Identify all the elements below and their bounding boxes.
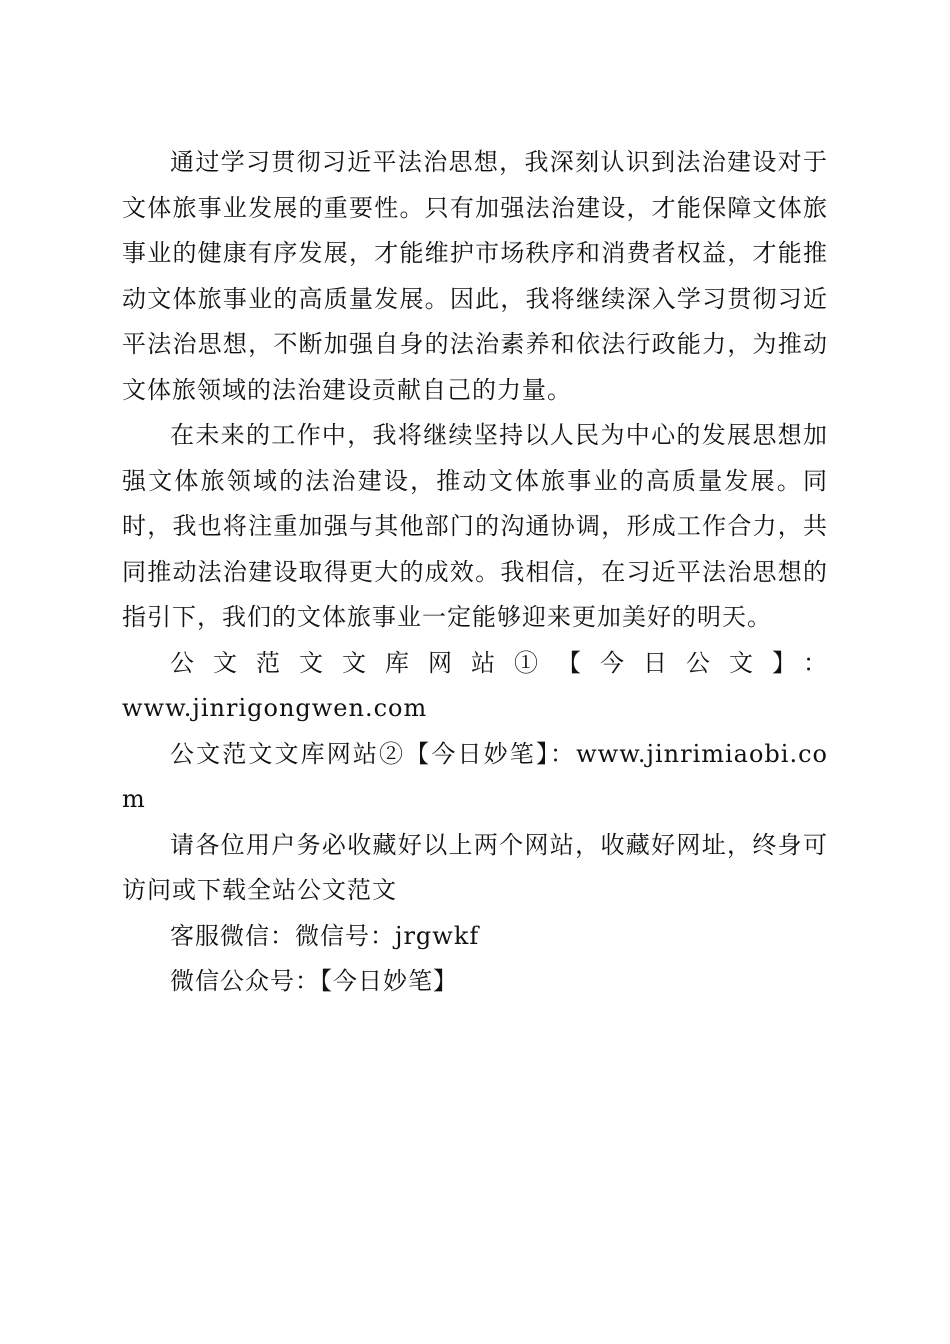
wechat-service: 客服微信：微信号：jrgwkf (170, 921, 480, 950)
wechat-public-account: 微信公众号：【今日妙笔】 (170, 967, 458, 995)
body-paragraph-1: 通过学习贯彻习近平法治思想，我深刻认识到法治建设对于文体旅事业发展的重要性。只有加强法治建设，才能保障文体旅事业的健康有序发展，才能维护市场秩序和消费者权益，才能推动文体旅事业的高质量发展。因此，我将继续深入学习贯彻习近平法治思想，不断加强自身的法治素养和依法行政能力，为推动文体旅领域的法治建设贡献自己的力量。 (122, 148, 828, 404)
bookmark-notice: 请各位用户务必收藏好以上两个网站，收藏好网址，终身可访问或下载全站公文范文 (122, 830, 828, 904)
site1-url: www.jinrigongwen.com (122, 694, 428, 722)
site2-line: 公文范文文库网站②【今日妙笔】：www.jinrimiaobi.com (122, 739, 828, 813)
document-body (122, 140, 828, 1005)
site1-line: 公文范文文库网站①【今日公文】： (170, 648, 828, 677)
body-paragraph-2: 在未来的工作中，我将继续坚持以人民为中心的发展思想加强文体旅领域的法治建设，推动文体旅事业的高质量发展。同时，我也将注重加强与其他部门的沟通协调，形成工作合力，共同推动法治建设取得更大的成效。我相信，在习近平法治思想的指引下，我们的文体旅事业一定能够迎来更加美好的明天。 (122, 421, 828, 631)
